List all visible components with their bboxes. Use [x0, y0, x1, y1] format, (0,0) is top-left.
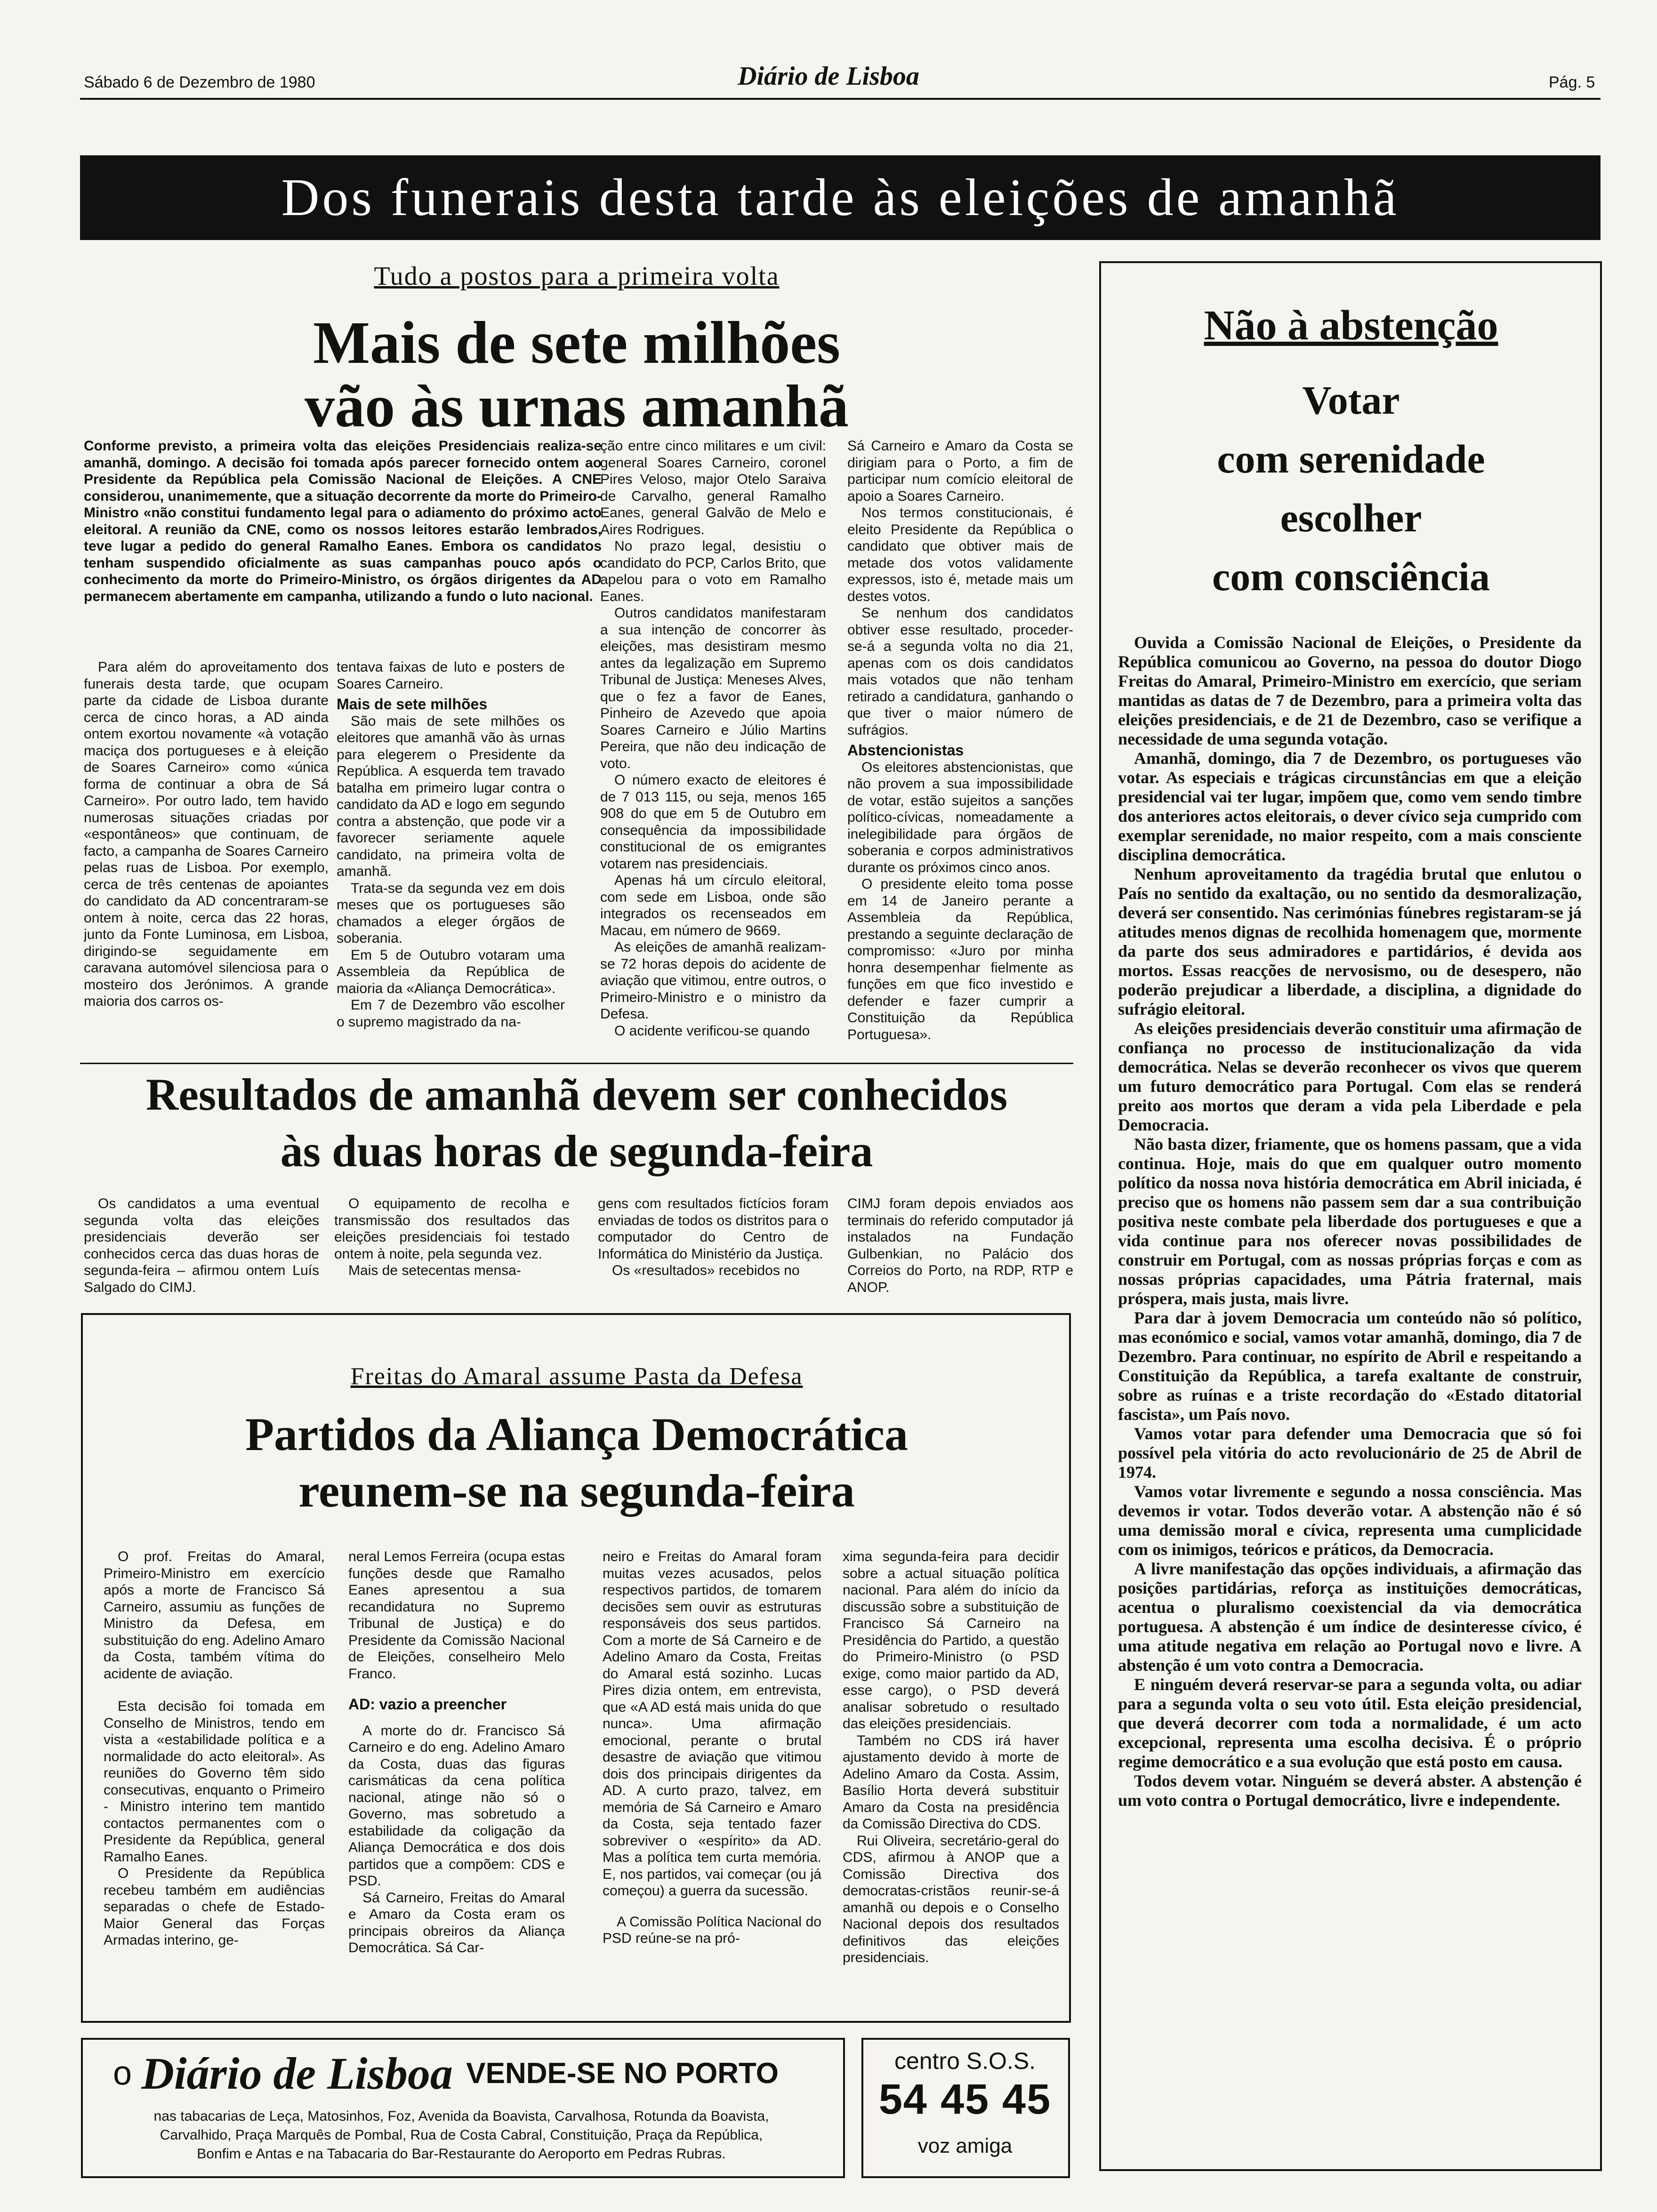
- article1-col3-text-c: Outros candidatos manifestaram a sua intenção de concorrer às eleições, mas desistiram mesmo antes da legalização em Supremo Tribunal de Justiça: Meneses Alves, que o fez a favor de Eanes, Pinheiro de Azevedo que apoia Soares Carneiro e Júlio Martins Pereira, que não deu indicação de voto.: [600, 605, 826, 771]
- article3-col3-text-a: neiro e Freitas do Amaral foram muitas vezes acusados, pelos respectivos partidos, de tomarem decisões sem ouvir as estruturas responsáveis dos seus partidos. Com a morte de Sá Carneiro e de Adelino Amaro da Costa, Freitas do Amaral está sozinho. Lucas Pires dizia ontem, em entrevista, que «A AD está mais unida do que nunca». Uma afirmação emocional, perante o brutal desastre de aviação que vitimou dois dos principais dirigentes da AD. A curto prazo, talvez, em memória de Sá Carneiro e Amaro da Costa, seja tentado fazer sobreviver o «espírito» da AD. Mas a política tem curta memória. E, nos partidos, vai começar (ou já começou) a guerra da sucessão.: [603, 1549, 821, 1899]
- article3-col3-text-b: A Comissão Política Nacional do PSD reúne-se na pró-: [603, 1914, 821, 1946]
- article3-col1-text-a: O prof. Freitas do Amaral, Primeiro-Ministro em exercício após a morte de Francisco Sá Carneiro, assumiu as funções de Ministro da Defesa, em substituição do eng. Adelino Amaro da Costa, também vítima do acidente de aviação.: [104, 1549, 325, 1682]
- article3-col4-text-a: xima segunda-feira para decidir sobre a actual situação política nacional. Para além do início da discussão sobre a substituição de Francisco Sá Carneiro na Presidência do Partido, a questão do Primeiro-Ministro (o PSD exige, como maior partido da AD, esse cargo), o PSD deverá analisar sobretudo o resultado das eleições presidenciais.: [843, 1549, 1059, 1731]
- ad-porto-headline: [113, 2047, 838, 2099]
- article1-lead: Conforme previsto, a primeira volta das eleições Presidenciais realiza-se amanhã, domingo. A decisão foi tomada após parecer fornecido ontem ao Presidente da República pela Comissão Nacional de Eleições. A CNE considerou, unanimemente, que a situação decorrente da morte do Primeiro-Ministro «não constitui fundamento legal para o adiamento do próximo acto eleitoral. A reunião da CNE, como os nossos leitores estarão lembrados, teve lugar a pedido do general Ramalho Eanes. Embora os candidatos tenham suspendido oficialmente as suas campanhas pouco após o conhecimento da morte do Primeiro-Ministro, os órgãos dirigentes da AD permanecem abertamente em campanha, utilizando a fundo o luto nacional.: [84, 438, 602, 604]
- editorial-title-line1: Votar: [1302, 377, 1400, 423]
- article1-col3-text-f: As eleições de amanhã realizam-se 72 horas depois do acidente de aviação que vitimou, entre outros, o Primeiro-Ministro e o ministro da Defesa.: [600, 939, 826, 1022]
- ad-sos-label: centro S.O.S.: [894, 2048, 1036, 2074]
- article2-title-line2: às duas horas de segunda-feira: [280, 1126, 873, 1176]
- article3-col4-text-b: Também no CDS irá haver ajustamento devido à morte de Adelino Amaro da Costa. Assim, Basílio Horta deverá substituir Amaro da Costa na presidência da Comissão Directiva do CDS.: [843, 1732, 1059, 1832]
- ad-porto-line2: Carvalhido, Praça Marquês de Pombal, Rua de Costa Cabral, Constituição, Praça da República,: [160, 2127, 763, 2143]
- editorial-p2: Amanhã, domingo, dia 7 de Dezembro, os portugueses vão votar. As especiais e trágicas circunstâncias em que a eleição presidencial vai ter lugar, impõem que, como vem sendo timbre dos anteriores actos eleitorais, o dever cívico seja cumprido com exemplar serenidade, no maior respeito, com a mais consciente disciplina democrática.: [1118, 749, 1582, 864]
- article1-col2-text-e: Em 7 de Dezembro vão escolher o supremo magistrado da na-: [337, 997, 565, 1030]
- article2-col2-text-a: O equipamento de recolha e transmissão dos resultados das eleições presidenciais foi testado ontem à noite, pela segunda vez.: [334, 1196, 570, 1262]
- masthead: Diário de Lisboa: [738, 62, 919, 91]
- article2-col2: [334, 1195, 570, 1304]
- article2-col3-text-b: Os «resultados» recebidos no: [612, 1263, 800, 1278]
- article1-col3-text-e: Apenas há um círculo eleitoral, com sede em Lisboa, onde são integrados os recenseados em Macau, em número de 9669.: [600, 873, 826, 938]
- editorial-p11: Todos devem votar. Ninguém se deverá abster. A abstenção é um voto contra o Portugal democrático, livre e independente.: [1118, 1771, 1582, 1810]
- ad-porto-brand: Diário de Lisboa: [141, 2048, 453, 2099]
- article3-title-line2: reunem-se na segunda-feira: [298, 1465, 855, 1517]
- editorial-p7: Vamos votar para defender uma Democracia que só foi possível pela vitória do acto revolucionário de 25 de Abril de 1974.: [1118, 1424, 1582, 1482]
- article3-col1: [104, 1548, 325, 2010]
- article2-col3: [598, 1195, 828, 1304]
- article1-col3-text-g: O acidente verificou-se quando: [614, 1023, 810, 1039]
- article2-col4-text: CIMJ foram depois enviados aos terminais do referido computador já instalados na Fundação Gulbenkian, no Palácio dos Correios do Porto, na RDP, RTP e ANOP.: [847, 1196, 1073, 1295]
- article3-col1-text-b: Esta decisão foi tomada em Conselho de Ministros, tendo em vista a «estabilidade política e a normalidade do acto eleitoral». As reuniões do Governo têm sido consecutivas, enquanto o Primeiro - Ministro interino tem mantido contactos permanentes com o Presidente da República, general Ramalho Eanes.: [104, 1699, 325, 1865]
- page-banner: Dos funerais desta tarde às eleições de amanhã: [80, 155, 1601, 240]
- article3-col2-text-a: neral Lemos Ferreira (ocupa estas funções desde que Ramalho Eanes apresentou a sua recandidatura no Supremo Tribunal de Justiça) e do Presidente da Comissão Nacional de Eleições, conselheiro Melo Franco.: [348, 1549, 565, 1682]
- article2-col4: [847, 1195, 1073, 1304]
- article1-col3: [600, 438, 826, 1054]
- editorial-kicker: Não à abstenção: [1204, 302, 1498, 349]
- article1-col4: [847, 438, 1073, 1054]
- article1-kicker: Tudo a postos para a primeira volta: [374, 262, 780, 291]
- article1-col1-text: Para além do aproveitamento dos funerais desta tarde, que ocupam parte da cidade de Lisboa durante cerca de cinco horas, a AD ainda ontem exortou novamente «à votação maciça dos portugueses e à eleição de Soares Carneiro» como «única forma de continuar a obra de Sá Carneiro». Por outro lado, tem havido numerosas situações criadas por «espontâneos» que continuam, de facto, a campanha de Soares Carneiro pelas ruas de Lisboa. Por exemplo, cerca de três centenas de apoiantes do candidato da AD concentraram-se ontem à noite, cerca das 22 horas, junto da Fonte Luminosa, em Lisboa, dirigindo-se seguidamente em caravana automóvel silenciosa para o mosteiro dos Jerónimos. A grande maioria dos carros os-: [84, 659, 329, 1009]
- article1-col2-text-c: Trata-se da segunda vez em dois meses que os portugueses são chamados a eleger órgãos de soberania.: [337, 880, 565, 946]
- article1-col2-text-a: tentava faixas de luto e posters de Soares Carneiro.: [337, 659, 565, 692]
- editorial-p9: A livre manifestação das opções individuais, a afirmação das posições partidárias, reforça as instituições democráticas, acentua o pluralismo coexistencial da via democrática portuguesa. A abstenção é um índice de desinteresse cívico, é uma atitude negativa em relação ao Portugal novo e livre. A abstenção é um voto contra a Democracia.: [1118, 1559, 1582, 1675]
- article3-col3: [603, 1548, 821, 2010]
- editorial-p8: Vamos votar livremente e segundo a nossa consciência. Mas devemos ir votar. Todos deverão votar. A abstenção não é só uma demissão moral e cívica, representa uma cumplicidade com os inimigos, teóricos e práticos, da Democracia.: [1118, 1482, 1582, 1559]
- editorial-p6: Para dar à jovem Democracia um conteúdo não só político, mas económico e social, vamos votar amanhã, domingo, dia 7 de Dezembro. Para continuar, no espírito de Abril e respeitando a Constituição da República, a tarefa exaltante de construir, sobre as ruínas e a triste recordação do «Estado ditatorial fascista», um País novo.: [1118, 1308, 1582, 1424]
- article1-col4-text-d: Os eleitores abstencionistas, que não provem a sua impossibilidade de votar, estão sujeitos a sanções político-cívicas, nomeadamente a inelegibilidade para órgãos de soberania e corpos administrativos durante os próximos cinco anos.: [847, 759, 1073, 875]
- article1-bottom-rule: [80, 1063, 1073, 1064]
- article1-col4-text-c: Se nenhum dos candidatos obtiver esse resultado, proceder-se-á a segunda volta no dia 21, apenas com os dois candidatos mais votados que não tenham retirado a candidatura, ganhando o que tiver o maior número de sufrágios.: [847, 605, 1073, 738]
- article2-col3-text-a: gens com resultados fictícios foram enviadas de todos os distritos para o computador do Centro de Informática do Ministério da Justiça.: [598, 1196, 828, 1262]
- ad-porto-tagline: VENDE-SE NO PORTO: [466, 2057, 779, 2090]
- ad-sos-subtitle: voz amiga: [917, 2134, 1013, 2157]
- article2-col2-text-b: Mais de setecentas mensa-: [348, 1263, 521, 1278]
- editorial-p1: Ouvida a Comissão Nacional de Eleições, o Presidente da República comunicou ao Governo, na pessoa do doutor Diogo Freitas do Amaral, Primeiro-Ministro em exercício, que seriam mantidas as datas de 7 de Dezembro, para a primeira volta das eleições presidenciais, e de 21 de Dezembro, caso se verifique a necessidade de uma segunda votação.: [1118, 633, 1582, 748]
- article1-col3-text-d: O número exacto de eleitores é de 7 013 115, ou seja, menos 165 908 do que em 5 de Outubro em consequência da impossibilidade constitucional de os emigrantes votarem nas presidenciais.: [600, 772, 826, 872]
- article2-col1-text: Os candidatos a uma eventual segunda volta das eleições presidenciais deverão ser conhecidos cerca das duas horas de segunda-feira – afirmou ontem Luís Salgado do CIMJ.: [84, 1196, 319, 1295]
- editorial-title-line4: com consciência: [1212, 554, 1490, 599]
- ad-sos-number: 54 45 45: [878, 2076, 1052, 2123]
- page-number: Pág. 5: [1549, 73, 1595, 91]
- article1-title-line2: vão às urnas amanhã: [305, 373, 849, 440]
- article1-title-line1: Mais de sete milhões: [313, 309, 840, 376]
- article3-col4-text-c: Rui Oliveira, secretário-geral do CDS, afirmou à ANOP que a Comissão Directiva dos democratas-cristãos reunir-se-á amanhã ou depois e o Conselho Nacional depois dos resultados definitivos das eleições presidenciais.: [843, 1833, 1059, 1965]
- editorial-body: [1118, 633, 1582, 2158]
- article1-col1: [84, 659, 329, 1054]
- editorial-p5: Não basta dizer, friamente, que os homens passam, que a vida continua. Hoje, mais do que em qualquer outro momento político da nossa nova história democrática em Abril iniciada, é preciso que os homens não passem sem dar a sua contribuição positiva neste combate pela liberdade dos portugueses e que a vida continue para nos oferecer novas possibilidades de construir em Portugal, com as nossas próprias forças e com as nossas próprias capacidades, uma Pátria fraternal, mais próspera, mais justa, mais livre.: [1118, 1135, 1582, 1308]
- editorial-title-line3: escolher: [1280, 495, 1422, 540]
- editorial-p4: As eleições presidenciais deverão constituir uma afirmação de confiança no processo de institucionalização da vida democrática. Nelas se deverão reconhecer os vivos que querem um futuro democrático para Portugal. Com elas se renderá preito aos mortos que deram a vida pela Liberdade e pela Democracia.: [1118, 1019, 1582, 1134]
- article1-col4-text-b: Nos termos constitucionais, é eleito Presidente da República o candidato que obtiver mais de metade dos votos validamente expressos, isto é, metade mais um destes votos.: [847, 505, 1073, 604]
- editorial-p10: E ninguém deverá reservar-se para a segunda volta, ou adiar para a segunda volta o seu voto útil. Esta eleição presidencial, que deverá decorrer com toda a normalidade, é um acto excepcional, representa uma escolha decisiva. É o próprio regime democrático e a sua evolução que está posto em causa.: [1118, 1675, 1582, 1771]
- article1-col4-subhead: Abstencionistas: [847, 742, 964, 759]
- article1-col2-text-b: São mais de sete milhões os eleitores que amanhã vão às urnas para elegerem o Presidente da República. A esquerda tem travado batalha em primeiro lugar contra o candidato da AD e logo em segundo contra a abstenção, que pode vir a favorecer seriamente aquele candidato, na primeira volta de amanhã.: [337, 713, 565, 879]
- ad-porto-line1: nas tabacarias de Leça, Matosinhos, Foz, Avenida da Boavista, Carvalhosa, Rotunda da Boavista,: [153, 2108, 769, 2124]
- article2-col1: [84, 1195, 319, 1304]
- article3-col2-text-b: A morte do dr. Francisco Sá Carneiro e do eng. Adelino Amaro da Costa, duas das figuras carismáticas da cena política nacional, atinge não só o Governo, mas sobretudo a estabilidade da coligação da Aliança Democrática e dos dois partidos que a compõem: CDS e PSD.: [348, 1723, 565, 1889]
- article3-title-line1: Partidos da Aliança Democrática: [245, 1408, 909, 1460]
- article1-col2-text-d: Em 5 de Outubro votaram uma Assembleia da República de maioria da «Aliança Democrática».: [337, 947, 565, 996]
- article1-col4-text-a: Sá Carneiro e Amaro da Costa se dirigiam para o Porto, a fim de participar num comício eleitoral de apoio a Soares Carneiro.: [847, 438, 1073, 504]
- article1-col3-text-b: No prazo legal, desistiu o candidato do PCP, Carlos Brito, que apelou para o voto em Ramalho Eanes.: [600, 538, 826, 604]
- article3-col2-subhead: AD: vazio a preencher: [348, 1696, 507, 1713]
- editorial-title-line2: com serenidade: [1217, 436, 1485, 481]
- ad-porto-prefix: o: [113, 2054, 132, 2092]
- article1-col3-text-a: ção entre cinco militares e um civil: general Soares Carneiro, coronel Pires Veloso, major Otelo Saraiva de Carvalho, general Ramalho Eanes, general Galvão de Melo e Aires Rodrigues.: [600, 438, 826, 537]
- article3-col1-text-c: O Presidente da República recebeu também em audiências separadas o chefe de Estado-Maior General das Forças Armadas interino, ge-: [104, 1866, 325, 1948]
- article1-col2: [337, 659, 565, 1054]
- article1-col4-text-e: O presidente eleito toma posse em 14 de Janeiro perante a Assembleia da República, prestando a seguinte declaração de compromisso: «Juro por minha honra desempenhar fielmente as funções em que fico investido e defender e fazer cumprir a Constituição da República Portuguesa».: [847, 876, 1073, 1042]
- article3-col2-text-c: Sá Carneiro, Freitas do Amaral e Amaro da Costa eram os principais obreiros da Aliança Democrática. Sá Car-: [348, 1890, 565, 1956]
- header-rule: [80, 98, 1601, 100]
- article3-kicker: Freitas do Amaral assume Pasta da Defesa: [350, 1363, 803, 1390]
- article2-title-line1: Resultados de amanhã devem ser conhecidos: [145, 1069, 1008, 1120]
- article3-col2: [348, 1548, 565, 2010]
- editorial-p3: Nenhum aproveitamento da tragédia brutal que enlutou o País no sentido da exaltação, ou no sentido da desmoralização, deverá ser consentido. Nas cerimónias fúnebres registaram-se já atitudes menos dignas de recolhida homenagem que, mormente da parte dos seus admiradores e partidários, é devida aos mortos. Essas reacções de nervosismo, ou de desespero, não poderão prejudicar a liberdade, a disciplina, a dignidade do sufrágio eleitoral.: [1118, 865, 1582, 1018]
- article3-col4: [843, 1548, 1059, 2010]
- ad-porto-line3: Bonfim e Antas e na Tabacaria do Bar-Restaurante do Aeroporto em Pedras Rubras.: [197, 2146, 726, 2162]
- article1-col2-subhead: Mais de sete milhões: [337, 696, 488, 713]
- issue-date: Sábado 6 de Dezembro de 1980: [84, 73, 315, 91]
